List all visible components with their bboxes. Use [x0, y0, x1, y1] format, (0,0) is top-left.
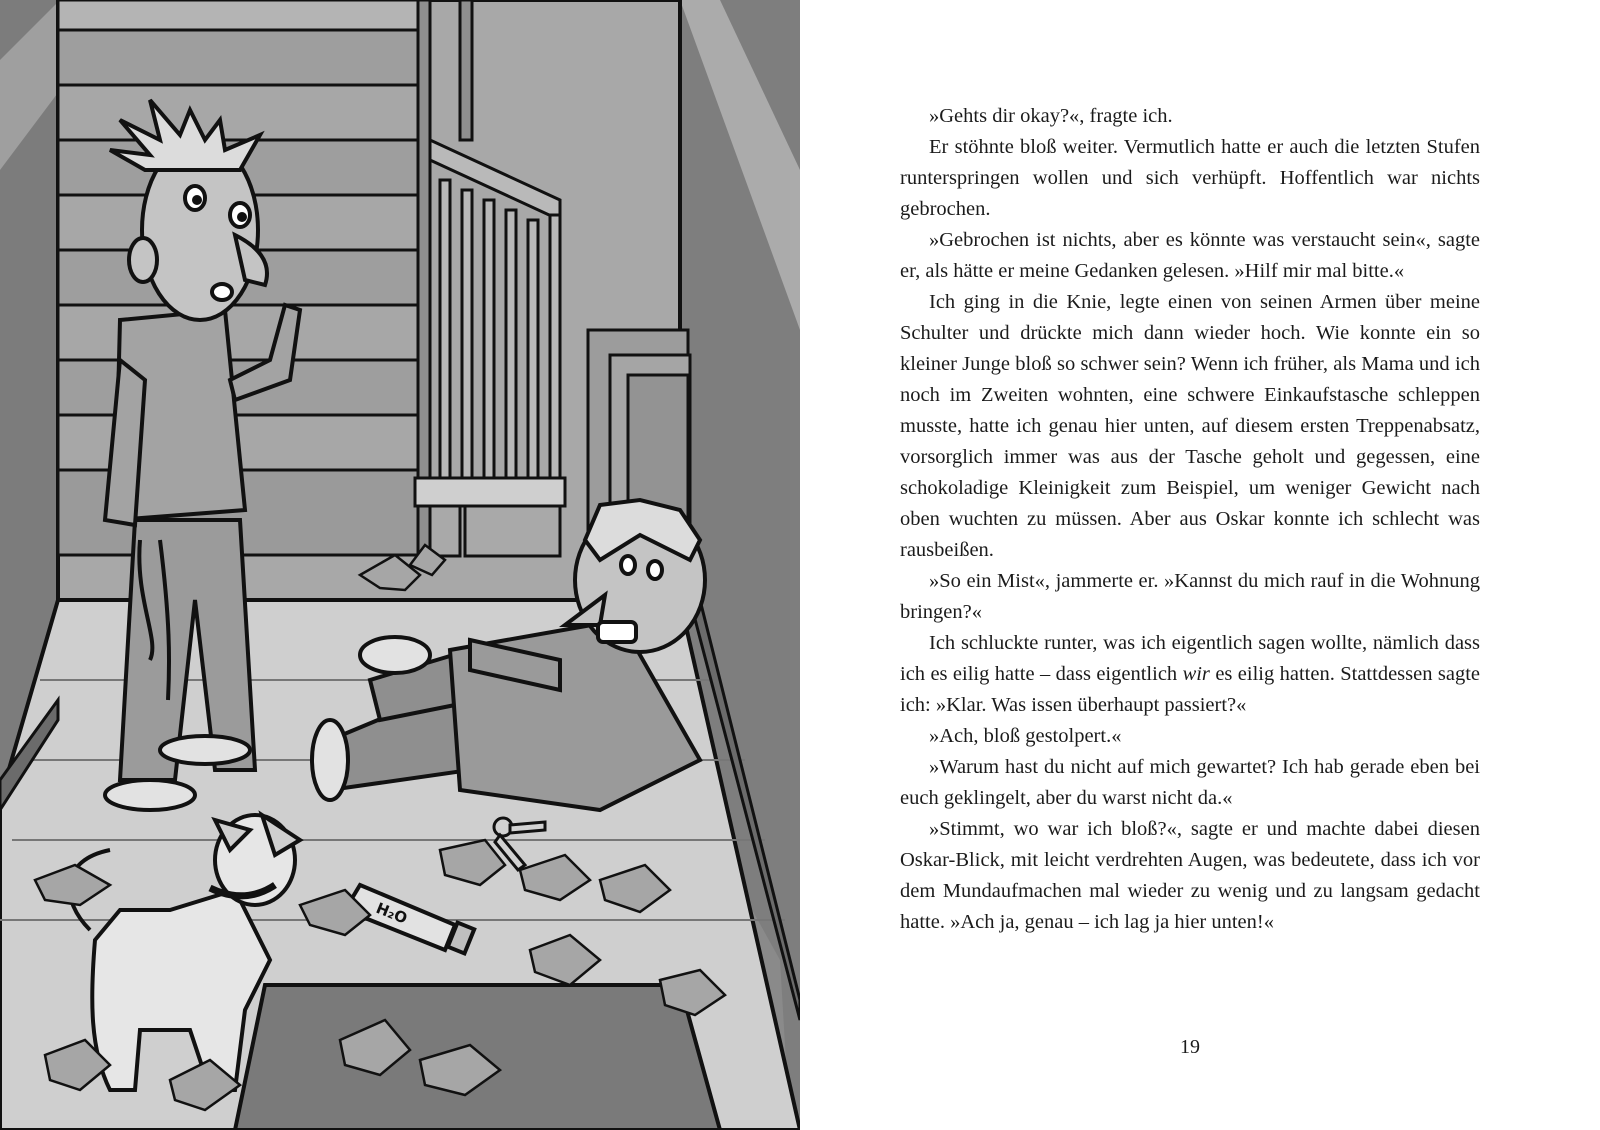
- paragraph: [900, 628, 1480, 721]
- paragraph: »So ein Mist«, jammerte er. »Kannst du mich rauf in die Wohnung bringen?«: [900, 570, 1480, 623]
- paragraph: Er stöhnte bloß weiter. Vermutlich hatte er auch die letzten Stufen runterspringen wollen und sich verhüpft. Hoffentlich war nichts gebrochen.: [900, 136, 1480, 220]
- story-text: [900, 101, 1480, 938]
- page-number: 19: [1180, 1036, 1200, 1058]
- paragraph-text: es eilig hatten. Stattdessen sagte ich: »Klar. Was issen überhaupt passiert?«: [900, 663, 1480, 716]
- paragraph: »Gebrochen ist nichts, aber es könnte was verstaucht sein«, sagte er, als hätte er meine Gedanken gelesen. »Hilf mir mal bitte.«: [900, 229, 1480, 282]
- bottle-label: H₂O: [373, 899, 410, 928]
- text-page: [800, 0, 1600, 1130]
- paragraph: »Stimmt, wo war ich bloß?«, sagte er und machte dabei diesen Oskar-Blick, mit leicht verdrehten Augen, was bedeutete, dass ich vor dem Mundaufmachen mal wieder zu wenig und zu langsam gedacht hatte. »Ach ja, genau – ich lag ja hier unten!«: [900, 818, 1480, 933]
- paragraph-text: Ich schluckte runter, was ich eigentlich sagen wollte, nämlich dass ich es eilig hatte – dass eigentlich: [900, 632, 1480, 685]
- paragraph: »Ach, bloß gestolpert.«: [929, 725, 1122, 747]
- paragraph: »Gehts dir okay?«, fragte ich.: [929, 105, 1173, 127]
- emphasis-text: wir: [1182, 663, 1210, 685]
- paragraph: »Warum hast du nicht auf mich gewartet? Ich hab gerade eben bei euch geklingelt, aber du warst nicht da.«: [900, 756, 1480, 809]
- paragraph: Ich ging in die Knie, legte einen von seinen Armen über meine Schulter und drückte mich dann wieder hoch. Wie konnte ein so kleiner Junge bloß so schwer sein? Wenn ich früher, als Mama und ich noch im Zweiten wohnten, eine schwere Einkaufstasche schleppen musste, hatte ich genau hier unten, auf diesem ersten Treppenabsatz, vorsorglich immer was aus der Tasche geholt und gegessen, eine schokoladige Kleinigkeit zum Beispiel, um weniger Gewicht nach oben wuchten zu müssen. Aber aus Oskar konnte ich schlecht was rausbeißen.: [900, 291, 1480, 561]
